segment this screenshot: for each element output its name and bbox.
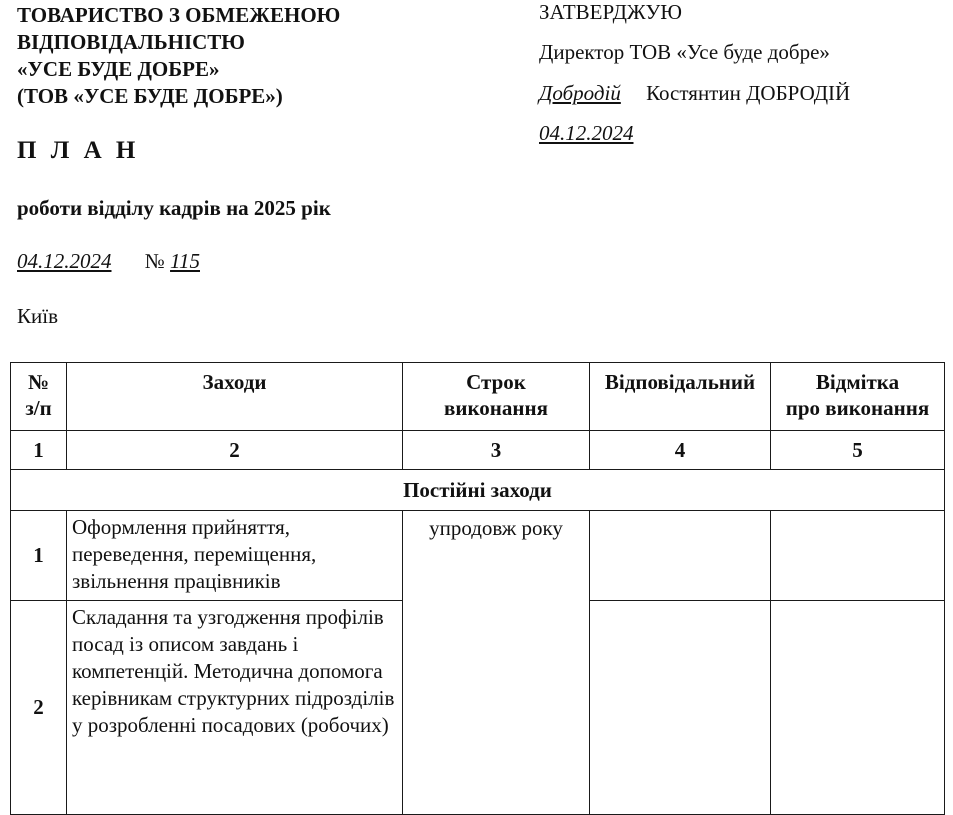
approval-heading: ЗАТВЕРДЖУЮ bbox=[539, 0, 682, 24]
row-measure: Оформлення прийняття, переведення, переміщення, звільнення працівників bbox=[67, 511, 403, 601]
approval-position: Директор ТОВ «Усе буде добре» bbox=[539, 40, 830, 64]
approval-date: 04.12.2024 bbox=[539, 121, 634, 145]
table-header-row bbox=[11, 363, 945, 431]
header-responsible: Відповідальний bbox=[590, 363, 771, 431]
header-completion-mark: Відмітка про виконання bbox=[771, 363, 945, 431]
column-number: 3 bbox=[403, 431, 590, 470]
document-date: 04.12.2024 bbox=[17, 249, 112, 273]
document-number: 115 bbox=[170, 249, 200, 273]
column-number-row bbox=[11, 431, 945, 470]
document-subtitle: роботи відділу кадрів на 2025 рік bbox=[17, 196, 331, 220]
column-number: 4 bbox=[590, 431, 771, 470]
row-responsible bbox=[590, 511, 771, 601]
row-completion-mark bbox=[771, 511, 945, 601]
column-number: 5 bbox=[771, 431, 945, 470]
section-title: Постійні заходи bbox=[11, 470, 945, 511]
header-term: Строк виконання bbox=[403, 363, 590, 431]
organization-name-block bbox=[17, 2, 437, 110]
row-responsible bbox=[590, 601, 771, 815]
row-number: 2 bbox=[11, 601, 67, 815]
header-number: № з/п bbox=[11, 363, 67, 431]
organization-line: ТОВАРИСТВО З ОБМЕЖЕНОЮ bbox=[17, 3, 341, 27]
plan-table bbox=[10, 362, 945, 815]
row-term: упродовж року bbox=[403, 511, 590, 815]
organization-line: (ТОВ «УСЕ БУДЕ ДОБРЕ») bbox=[17, 84, 283, 108]
row-number: 1 bbox=[11, 511, 67, 601]
document-city: Київ bbox=[17, 304, 58, 328]
document-title: П Л А Н bbox=[17, 137, 140, 164]
document-date-number bbox=[17, 249, 200, 274]
header-measures: Заходи bbox=[67, 363, 403, 431]
table-row bbox=[11, 511, 945, 601]
section-row bbox=[11, 470, 945, 511]
document-number-label: № bbox=[144, 249, 165, 273]
row-measure: Складання та узгодження профілів посад із описом завдань і компетенцій. Методична допомога керівникам структурних підрозділів у розробленні посадових (робочих) bbox=[67, 601, 403, 815]
column-number: 2 bbox=[67, 431, 403, 470]
organization-line: «УСЕ БУДЕ ДОБРЕ» bbox=[17, 57, 220, 81]
approval-signature: Добродій bbox=[539, 81, 621, 105]
organization-line: ВІДПОВІДАЛЬНІСТЮ bbox=[17, 30, 245, 54]
approval-signature-line bbox=[539, 81, 850, 106]
row-completion-mark bbox=[771, 601, 945, 815]
column-number: 1 bbox=[11, 431, 67, 470]
approval-name: Костянтин ДОБРОДІЙ bbox=[646, 81, 851, 105]
